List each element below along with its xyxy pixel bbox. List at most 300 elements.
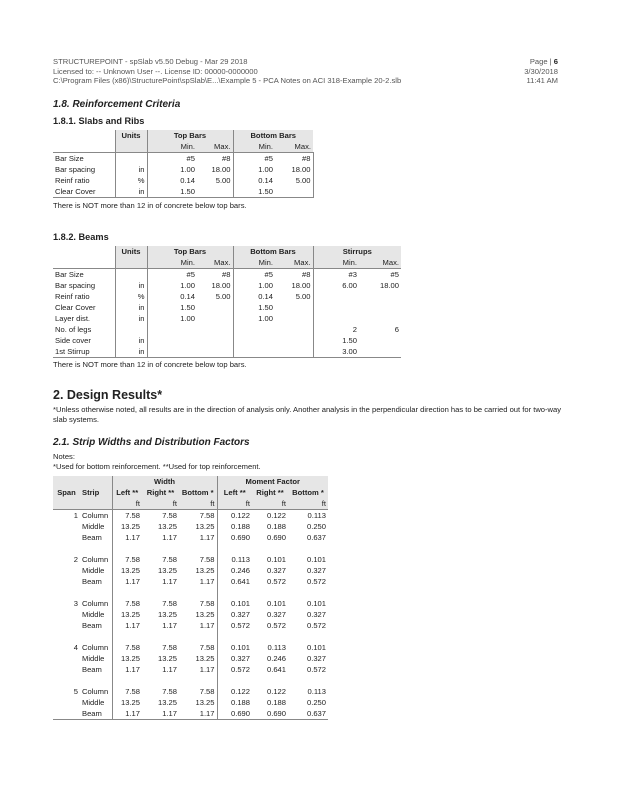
table-cell: [275, 313, 313, 324]
table-cell: 6.00: [342, 281, 357, 290]
table-cell: 1.50: [258, 303, 273, 312]
table-cell: 0.572: [266, 621, 286, 630]
table-cell: 0.690: [266, 533, 286, 542]
table-cell: 0.101: [230, 599, 250, 608]
unit-ft: ft: [252, 498, 288, 510]
table-cell: 0.690: [230, 533, 250, 542]
table-row: [53, 186, 313, 198]
spacer-row: [53, 587, 328, 598]
strip-name: Beam: [80, 576, 112, 587]
table-cell: 7.58: [179, 598, 217, 609]
spacer-cell: [53, 587, 80, 598]
row-label: Bar Size: [55, 270, 84, 279]
table-cell: 1.50: [233, 186, 275, 198]
table-cell: 5.00: [275, 175, 313, 186]
table-cell: 18.00: [275, 280, 313, 291]
strip-name: Column: [80, 554, 112, 565]
spacer-cell: [142, 587, 179, 598]
row-units: in: [115, 280, 147, 291]
slabs-note: There is NOT more than 12 in of concrete below top bars.: [53, 201, 247, 210]
spacer-cell: [112, 631, 142, 642]
row-units: in: [115, 164, 147, 175]
spacer-row: [53, 631, 328, 642]
table-cell: 1.17: [179, 576, 217, 587]
table-cell: 2: [352, 325, 357, 334]
table-row: [53, 620, 328, 631]
spacer-cell: [288, 631, 328, 642]
table-cell: 0.327: [266, 566, 286, 575]
spacer-cell: [142, 631, 179, 642]
col-max: Max.: [359, 257, 401, 269]
table-cell: #8: [197, 269, 233, 281]
row-label: Bar Size: [55, 154, 84, 163]
spacer-cell: [217, 675, 252, 686]
table-cell: 7.58: [125, 599, 140, 608]
spacer-cell: [288, 675, 328, 686]
span-number: [53, 708, 80, 720]
table-cell: 5.00: [197, 175, 233, 186]
table-cell: [275, 335, 313, 346]
table-cell: [359, 335, 401, 346]
row-label: Reinf ratio: [55, 292, 90, 301]
table-cell: 0.113: [231, 555, 250, 564]
table-row: [53, 324, 401, 335]
table-cell: 0.113: [307, 511, 326, 520]
table-row: [53, 521, 328, 532]
row-label: Layer dist.: [55, 314, 91, 323]
table-cell: 13.25: [179, 521, 217, 532]
table-cell: 1.17: [179, 708, 217, 720]
table-cell: 18.00: [197, 164, 233, 175]
table-cell: 18.00: [197, 280, 233, 291]
table-cell: [197, 335, 233, 346]
table-cell: 1.50: [180, 303, 195, 312]
table-cell: 13.25: [120, 698, 140, 707]
table-cell: 0.572: [230, 621, 250, 630]
row-label: No. of legs: [55, 325, 92, 334]
table-cell: 0.641: [230, 577, 250, 586]
span-number: [53, 664, 80, 675]
table-cell: 0.572: [306, 621, 326, 630]
table-cell: 7.58: [179, 554, 217, 565]
spacer-cell: [179, 587, 217, 598]
table-cell: [147, 346, 197, 358]
spacer-cell: [80, 587, 112, 598]
spacer-cell: [80, 543, 112, 554]
table-cell: 7.58: [179, 510, 217, 522]
strip-name: Column: [80, 598, 112, 609]
strip-name: Middle: [80, 653, 112, 664]
table-cell: [313, 291, 359, 302]
span-number: [53, 532, 80, 543]
spacer-cell: [252, 631, 288, 642]
table-cell: 5.00: [197, 291, 233, 302]
col-min: Min.: [313, 257, 359, 269]
table-cell: 0.637: [306, 533, 326, 542]
table-cell: 13.25: [120, 610, 140, 619]
table-cell: [147, 324, 197, 335]
row-label: 1st Stirrup: [53, 346, 115, 358]
table-cell: 1.17: [179, 664, 217, 675]
col-bottom-bars: Bottom Bars: [233, 246, 313, 257]
table-cell: [359, 313, 401, 324]
table-cell: 7.58: [125, 643, 140, 652]
table-cell: 0.690: [252, 708, 288, 720]
table-cell: 0.327: [230, 654, 250, 663]
row-units: in: [115, 186, 147, 198]
table-cell: 7.58: [125, 687, 140, 696]
table-cell: 0.101: [266, 599, 286, 608]
unit-ft: ft: [217, 498, 252, 510]
table-row: [53, 664, 328, 675]
col-bottom-bars: Bottom Bars: [233, 130, 313, 141]
table-cell: 0.101: [306, 643, 326, 652]
design-results-note: *Unless otherwise noted, all results are in the direction of analysis only. Another analysis in the perpendicular direction has to be carried out for two-way slab systems.: [53, 405, 562, 424]
table-cell: [197, 324, 233, 335]
header-filepath: C:\Program Files (x86)\StructurePoint\spSlab\E...\Example 5 - PCA Notes on ACI 318-Example 20-2.slb: [53, 76, 402, 85]
spacer-cell: [112, 675, 142, 686]
spacer-cell: [252, 587, 288, 598]
table-cell: 13.25: [179, 565, 217, 576]
spacer-cell: [53, 543, 80, 554]
table-cell: 1.17: [142, 708, 179, 720]
span-number: 1: [73, 511, 78, 520]
table-cell: 7.58: [125, 555, 140, 564]
col-max: Max.: [275, 257, 313, 269]
table-cell: 1.17: [179, 532, 217, 543]
table-cell: 7.58: [179, 642, 217, 653]
col-span: Span: [53, 487, 80, 498]
table-cell: 0.572: [306, 577, 326, 586]
table-cell: [275, 346, 313, 358]
row-units: in: [115, 313, 147, 324]
spacer-cell: [179, 631, 217, 642]
table-cell: 18.00: [275, 164, 313, 175]
table-cell: #8: [275, 269, 313, 281]
col-units: Units: [115, 246, 147, 257]
table-cell: 0.327: [306, 566, 326, 575]
table-row: [53, 653, 328, 664]
table-row: [53, 164, 313, 175]
spacer-cell: [179, 675, 217, 686]
row-label: Bar spacing: [55, 281, 96, 290]
row-units: [115, 269, 147, 281]
table-cell: 7.58: [162, 687, 177, 696]
table-cell: 1.17: [125, 533, 140, 542]
table-cell: 0.101: [266, 555, 286, 564]
table-cell: [275, 186, 313, 198]
table-cell: [359, 302, 401, 313]
table-cell: 1.17: [125, 577, 140, 586]
span-number: [53, 620, 80, 631]
table-cell: 13.25: [157, 654, 177, 663]
section-title-2: 2. Design Results*: [53, 388, 163, 402]
table-cell: 0.188: [230, 522, 250, 531]
col-top-bars: Top Bars: [147, 130, 233, 141]
table-row: [53, 291, 401, 302]
span-number: 4: [73, 643, 78, 652]
col-bottom-width: Bottom *: [179, 487, 217, 498]
table-cell: 0.122: [266, 687, 286, 696]
table-row: [53, 565, 328, 576]
table-cell: [359, 346, 401, 358]
table-cell: 0.327: [230, 610, 250, 619]
table-cell: 13.25: [179, 609, 217, 620]
table-cell: 13.25: [157, 610, 177, 619]
col-min: Min.: [233, 257, 275, 269]
table-cell: 1.00: [258, 165, 273, 174]
strip-name: Middle: [80, 697, 112, 708]
table-cell: [233, 335, 275, 346]
table-cell: 1.17: [162, 577, 177, 586]
strip-name: Beam: [80, 532, 112, 543]
section-title-1-8-1: 1.8.1. Slabs and Ribs: [53, 116, 145, 126]
strip-name: Beam: [80, 708, 112, 720]
spacer-cell: [53, 675, 80, 686]
table-cell: 1.17: [112, 708, 142, 720]
spacer-cell: [217, 587, 252, 598]
table-cell: 0.14: [180, 292, 195, 301]
span-number: [53, 697, 80, 708]
unit-ft: ft: [142, 498, 179, 510]
strip-name: Column: [80, 686, 112, 697]
table-cell: 7.58: [179, 686, 217, 697]
spacer-cell: [80, 631, 112, 642]
strip-name: Middle: [80, 609, 112, 620]
table-row: [53, 153, 313, 165]
span-number: [53, 609, 80, 620]
row-label: Bar spacing: [55, 165, 96, 174]
row-label: Clear Cover: [55, 303, 96, 312]
table-cell: 1.17: [125, 621, 140, 630]
spacer-cell: [217, 543, 252, 554]
table-row: [53, 280, 401, 291]
table-row: [53, 598, 328, 609]
table-cell: #5: [186, 154, 195, 163]
table-cell: 0.188: [230, 698, 250, 707]
col-right-moment: Right **: [252, 487, 288, 498]
table-cell: [233, 346, 275, 358]
table-cell: 0.690: [217, 708, 252, 720]
row-label: Clear Cover: [53, 186, 115, 198]
span-number: [53, 653, 80, 664]
col-strip: Strip: [80, 487, 112, 498]
notes-text: *Used for bottom reinforcement. **Used for top reinforcement.: [53, 462, 261, 471]
table-cell: 0.637: [288, 708, 328, 720]
table-cell: 7.58: [162, 511, 177, 520]
strip-name: Column: [80, 642, 112, 653]
table-cell: 1.00: [180, 165, 195, 174]
beams-note: There is NOT more than 12 in of concrete below top bars.: [53, 360, 247, 369]
row-units: %: [115, 291, 147, 302]
strip-name: Beam: [80, 620, 112, 631]
table-row: [53, 554, 328, 565]
col-min: Min.: [147, 257, 197, 269]
spacer-cell: [288, 587, 328, 598]
table-cell: 0.250: [306, 522, 326, 531]
table-row: [53, 708, 328, 720]
row-units: %: [115, 175, 147, 186]
span-number: [53, 521, 80, 532]
table-cell: [147, 335, 197, 346]
table-cell: [275, 302, 313, 313]
strip-name: Column: [80, 510, 112, 522]
table-row: [53, 642, 328, 653]
table-row: [53, 302, 401, 313]
table-cell: 0.250: [306, 698, 326, 707]
table-cell: 0.14: [258, 292, 273, 301]
table-cell: 7.58: [125, 511, 140, 520]
table-cell: [197, 302, 233, 313]
table-cell: 1.00: [180, 281, 195, 290]
page-number: 6: [553, 57, 558, 66]
table-cell: 1.00: [258, 314, 273, 323]
col-moment-factor: Moment Factor: [217, 476, 328, 487]
table-cell: [197, 346, 233, 358]
table-cell: 13.25: [157, 522, 177, 531]
table-cell: 0.101: [306, 599, 326, 608]
table-row: [53, 346, 401, 358]
col-width: Width: [112, 476, 217, 487]
table-cell: 0.14: [258, 176, 273, 185]
table-cell: 13.25: [157, 698, 177, 707]
spacer-cell: [288, 543, 328, 554]
row-units: [115, 324, 147, 335]
table-cell: 0.122: [230, 687, 250, 696]
table-cell: 0.188: [266, 698, 286, 707]
table-cell: 1.00: [180, 314, 195, 323]
table-cell: [313, 313, 359, 324]
table-cell: 18.00: [379, 281, 399, 290]
table-cell: 0.572: [306, 665, 326, 674]
table-cell: 0.113: [307, 687, 326, 696]
section-title-2-1: 2.1. Strip Widths and Distribution Factors: [53, 437, 250, 448]
header-page: Page | 6: [529, 57, 558, 66]
span-number: [53, 565, 80, 576]
spacer-cell: [112, 587, 142, 598]
spacer-cell: [142, 675, 179, 686]
table-row: [53, 313, 401, 324]
table-row: [53, 269, 401, 281]
table-cell: 1.17: [179, 620, 217, 631]
col-left-width: Left **: [112, 487, 142, 498]
table-cell: 0.327: [266, 610, 286, 619]
table-row: [53, 510, 328, 522]
table-cell: 0.122: [266, 511, 286, 520]
table-cell: #8: [197, 153, 233, 165]
row-label: Reinf ratio: [55, 176, 90, 185]
table-cell: [233, 324, 275, 335]
table-cell: 1.17: [162, 533, 177, 542]
section-title-1-8: 1.8. Reinforcement Criteria: [53, 99, 181, 110]
table-cell: 3.00: [313, 346, 359, 358]
header-software: STRUCTUREPOINT - spSlab v5.50 Debug - Mar 29 2018: [53, 57, 248, 66]
table-cell: #5: [264, 270, 273, 279]
slabs-ribs-table: [53, 130, 314, 198]
table-cell: 0.113: [267, 643, 286, 652]
table-cell: 0.101: [306, 555, 326, 564]
table-cell: 0.327: [306, 610, 326, 619]
table-cell: 0.246: [266, 654, 286, 663]
table-cell: #5: [390, 270, 399, 279]
table-cell: 13.25: [120, 522, 140, 531]
table-cell: 1.17: [162, 621, 177, 630]
table-cell: 1.50: [147, 186, 197, 198]
spacer-cell: [80, 675, 112, 686]
table-cell: 0.327: [306, 654, 326, 663]
table-row: [53, 576, 328, 587]
col-bottom-moment: Bottom *: [288, 487, 328, 498]
table-cell: 1.50: [342, 336, 357, 345]
col-left-moment: Left **: [217, 487, 252, 498]
table-cell: 1.17: [125, 665, 140, 674]
table-row: [53, 175, 313, 186]
row-units: in: [115, 346, 147, 358]
row-units: in: [115, 302, 147, 313]
table-cell: 13.25: [157, 566, 177, 575]
unit-ft: ft: [112, 498, 142, 510]
span-number: [53, 576, 80, 587]
table-cell: 6: [394, 325, 399, 334]
row-units: in: [115, 335, 147, 346]
spacer-cell: [252, 675, 288, 686]
table-cell: 13.25: [120, 654, 140, 663]
spacer-cell: [53, 631, 80, 642]
spacer-cell: [179, 543, 217, 554]
strip-name: Beam: [80, 664, 112, 675]
strip-notes: [53, 452, 563, 472]
table-cell: 1.00: [258, 281, 273, 290]
table-row: [53, 697, 328, 708]
row-label: Side cover: [55, 336, 91, 345]
table-cell: #3: [348, 270, 357, 279]
strip-widths-table: [53, 476, 328, 720]
table-cell: #5: [264, 154, 273, 163]
col-units: Units: [115, 130, 147, 141]
span-number: 2: [73, 555, 78, 564]
spacer-row: [53, 543, 328, 554]
table-cell: 0.122: [230, 511, 250, 520]
spacer-row: [53, 675, 328, 686]
table-row: [53, 335, 401, 346]
table-cell: [275, 324, 313, 335]
col-max: Max.: [197, 141, 233, 153]
table-row: [53, 609, 328, 620]
col-stirrups: Stirrups: [313, 246, 401, 257]
table-cell: 0.641: [266, 665, 286, 674]
header-time: 11:41 AM: [526, 76, 558, 85]
table-cell: 0.572: [266, 577, 286, 586]
section-title-1-8-2: 1.8.2. Beams: [53, 232, 109, 242]
col-top-bars: Top Bars: [147, 246, 233, 257]
span-number: 3: [73, 599, 78, 608]
table-row: [53, 532, 328, 543]
spacer-cell: [142, 543, 179, 554]
unit-ft: ft: [179, 498, 217, 510]
header-date: 3/30/2018: [524, 66, 558, 76]
span-number: 5: [73, 687, 78, 696]
notes-label: Notes:: [53, 452, 75, 461]
header-license: Licensed to: -- Unknown User --. License ID: 00000-0000000: [53, 66, 258, 76]
table-cell: 0.188: [266, 522, 286, 531]
table-cell: 7.58: [162, 599, 177, 608]
table-cell: [359, 291, 401, 302]
table-cell: [313, 302, 359, 313]
row-units: [115, 153, 147, 165]
spacer-cell: [112, 543, 142, 554]
strip-name: Middle: [80, 565, 112, 576]
beams-table: [53, 246, 401, 358]
